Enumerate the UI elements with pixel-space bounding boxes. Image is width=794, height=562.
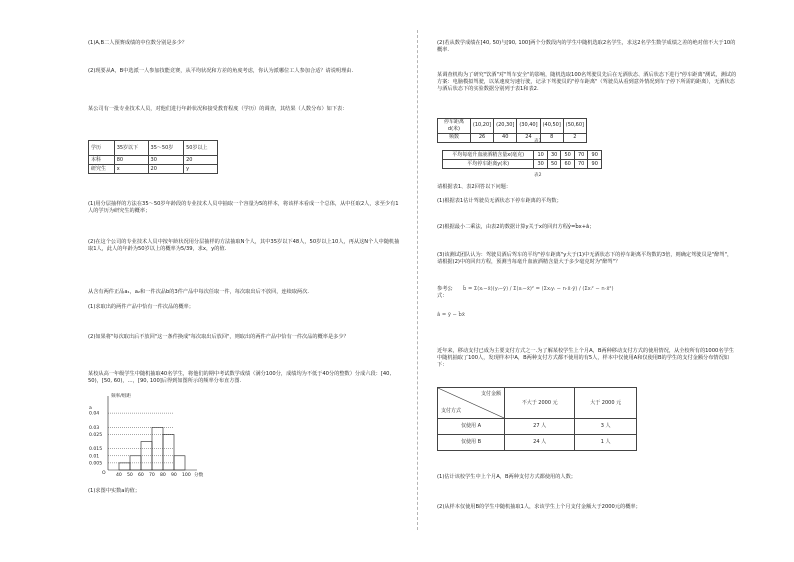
table-header-cell: 50岁以上 (184, 141, 218, 156)
table-cell: 平均停车距离y(米) (443, 160, 534, 169)
formula-b: b̂ = Σ(xᵢ−x̄)(yᵢ−ȳ) / Σ(xᵢ−x̄)² = (Σxᵢyᵢ − n·x̄·ȳ) / (Σxᵢ² − n·x̄²) (463, 286, 614, 292)
table-header-cell: (20,30] (494, 119, 517, 134)
y-tick-label: 0.01 (89, 454, 100, 460)
table-header-cell: 35岁以下 (114, 141, 148, 156)
question-13-text: (2)从样本仅使用B的学生中随机抽取1人，求该学生上个月支付金额大于2000元的概率； (437, 504, 641, 510)
question-9-text: (1)根据表1估计驾驶员无酒状态下停车距离的平均数； (437, 198, 562, 204)
x-axis-label: 分数 (194, 473, 204, 478)
table-cell: 3 人 (575, 419, 637, 435)
problem-intro-drinking: 某调查机构为了研究"饮酒"对"驾车安全"的影响，随机选取100名驾驶员先后在无酒状态、酒后状态下进行"停车距离"测试，测试的方案：电脑模拟驾驶，以某速度匀速行驶，记录下驾驶员的"停车距离"（驾驶员从看到意外情况到车子停下所需的距离），无酒状态与酒后状态下的实验数据分别列于表1和表2. (437, 72, 737, 93)
table-cell: 90 (588, 160, 602, 169)
table-cell: y (184, 165, 218, 174)
table-cell: 平均每毫升血液酒精含量x(毫克) (443, 151, 534, 160)
question-8-text: (2)若从数学成绩在[40, 50)与[90, 100]两个分数段内的学生中随机选取2名学生，求这2名学生数学成绩之差的绝对值不大于10的概率. (437, 40, 736, 54)
table-cell: 本科 (89, 156, 115, 165)
histogram-bar (163, 434, 174, 470)
histogram-bar (152, 427, 163, 470)
x-tick-label: 50 (127, 473, 133, 478)
table-header-cell: (30,40] (517, 119, 540, 134)
y-tick-label: 0.03 (89, 425, 100, 431)
table-cell: 仅使用 B (438, 435, 505, 451)
x-tick-label: 70 (149, 473, 155, 478)
x-tick-label: 40 (116, 473, 122, 478)
y-tick-label: 0.04 (89, 411, 100, 417)
table-cell: 90 (588, 151, 602, 160)
table-cell: 20 (148, 165, 184, 174)
table-cell: 30 (547, 151, 561, 160)
question-10-text: (2)根据最小二乘法，由表2的数据计算y关于x的回归方程ŷ=b̂x+â； (437, 224, 595, 230)
payment-table (437, 387, 637, 451)
table-cell: 24 人 (505, 435, 575, 451)
alcohol-distance-table (442, 150, 602, 169)
table-header-cell: (50,60] (563, 119, 586, 134)
problem-intro-scores: 某校从高一年级学生中随机抽取40名学生，将他们的期中考试数学成绩（满分100分，成绩均为不低于40分的整数）分成六段：[40, 50)，[50, 60)，…，[90, 100]后得到如图所示的频率分布直方图. (88, 371, 392, 385)
question-7-text: (1)求图中实数a的值； (88, 488, 141, 494)
question-4-text: (2)在这个公司的专业技术人员中按年龄状况用分层抽样的方法抽取N个人，其中35岁以下48人，50岁以上10人，再从这N个人中随机抽取1人，此人的年龄为50岁以上的概率为5/39，求x，y的值. (88, 239, 400, 253)
y-axis-label: 频率/组距 (111, 394, 131, 399)
table-cell: 20 (184, 156, 218, 165)
table-cell: 50 (547, 160, 561, 169)
table-header-cell: 35～50岁 (148, 141, 184, 156)
table-corner-cell (438, 388, 505, 419)
corner-bottom-label: 支付方式 (441, 408, 462, 415)
table-cell: 24 (517, 133, 540, 142)
table-header-cell: 停车距离d(米) (438, 119, 471, 134)
a-label: a (89, 406, 92, 412)
table-2-caption: 表2 (534, 173, 542, 178)
table-cell: 1 人 (575, 435, 637, 451)
question-2-text: (2)现要从A，B中选派一人参加技能竞赛，从平均状况和方差的角度考虑，你认为派哪位工人参加合适？请说明理由. (88, 68, 354, 74)
table-cell: 30 (148, 156, 184, 165)
origin-label: O (102, 471, 106, 476)
instruction-text: 请根据表1、表2回答以下问题： (437, 184, 512, 190)
y-tick-label: 0.005 (89, 461, 103, 467)
table-cell: 70 (574, 160, 588, 169)
table-cell: 仅使用 A (438, 419, 505, 435)
formula-a: â = ȳ − b̂x̄ (437, 312, 465, 318)
table-header-cell: 大于 2000 元 (575, 388, 637, 419)
y-tick-label: 0.015 (89, 447, 103, 453)
table-cell: 50 (561, 151, 575, 160)
question-6-text: (2)如果将"每次取出后不放回"这一条件换成"每次取出后放回"，则取出的两件产品中恰有一件次品的概率是多少？ (88, 334, 349, 340)
x-tick-label: 100 (182, 473, 191, 478)
table-cell: 频数 (438, 133, 471, 142)
x-tick-label: 60 (138, 473, 144, 478)
question-12-text: (1)估计该校学生中上个月A，B两种支付方式都使用的人数； (437, 474, 576, 480)
histogram-bar (119, 463, 130, 470)
question-3-text: (1)用分层抽样的方法在35～50岁年龄段的专业技术人员中抽取一个容量为5的样本，将该样本看成一个总体，从中任取2人，求至少有1人的学历为研究生的概率； (88, 201, 399, 215)
table-cell: 2 (563, 133, 586, 142)
table-cell: 10 (534, 151, 548, 160)
problem-intro-products: 从含有两件正品a₁，a₂和一件次品b的3件产品中每次任取一件，每次取出后不放回，连续取两次. (88, 289, 310, 295)
table-cell: 60 (561, 160, 575, 169)
x-tick-label: 90 (171, 473, 177, 478)
frequency-histogram (88, 390, 218, 482)
table-1-caption: 表1 (534, 139, 542, 144)
y-tick-label: 0.025 (89, 432, 103, 438)
problem-intro-payment: 近年来，移动支付已成为主要支付方式之一.为了解某校学生上个月A，B两种移动支付方式的使用情况，从全校所有的1000名学生中随机抽取了100人，发现样本中A，B两种支付方式都不使用的有5人，样本中仅使用A和仅使用B的学生的支付金额分布情况如下： (437, 348, 734, 369)
reference-label: 参考公式： (437, 286, 453, 300)
histogram-bar (174, 456, 185, 470)
x-tick-label: 80 (160, 473, 166, 478)
table-cell: 研究生 (89, 165, 115, 174)
table-cell: 27 人 (505, 419, 575, 435)
table-header-cell: 不大于 2000 元 (505, 388, 575, 419)
corner-top-label: 支付金额 (480, 391, 501, 397)
table-header-cell: 学历 (89, 141, 115, 156)
histogram-bar (130, 456, 141, 470)
question-5-text: (1)求取出的两件产品中恰有一件次品的概率； (88, 304, 194, 310)
table-cell: x (114, 165, 148, 174)
table-cell: 40 (494, 133, 517, 142)
question-1-text: (1)A,B二人预赛成绩的中位数分别是多少？ (88, 40, 188, 46)
table-cell: 26 (470, 133, 493, 142)
table-cell: 8 (540, 133, 563, 142)
table-header-cell: (10,20] (470, 119, 493, 134)
table-cell: 70 (574, 151, 588, 160)
problem-intro-education: 某公司有一批专业技术人员，对他们进行年龄状况和接受教育程度（学历）的调查，其结果（人数分布）如下表： (88, 106, 348, 112)
table-cell: 80 (114, 156, 148, 165)
column-divider (417, 30, 418, 530)
education-table (88, 140, 218, 174)
stopping-distance-table (437, 118, 587, 143)
table-header-cell: (40,50] (540, 119, 563, 134)
question-11-text: (3)该测试团队认为：驾驶员酒后驾车的平均"停车距离"y大于(1)中无酒状态下的停车距离平均数的3倍，则确定驾驶员是"醉驾"，请根据(2)中的回归方程，预测当每毫升血液酒精含量大于多少毫克时为"醉驾"？ (437, 252, 733, 266)
table-cell: 30 (534, 160, 548, 169)
